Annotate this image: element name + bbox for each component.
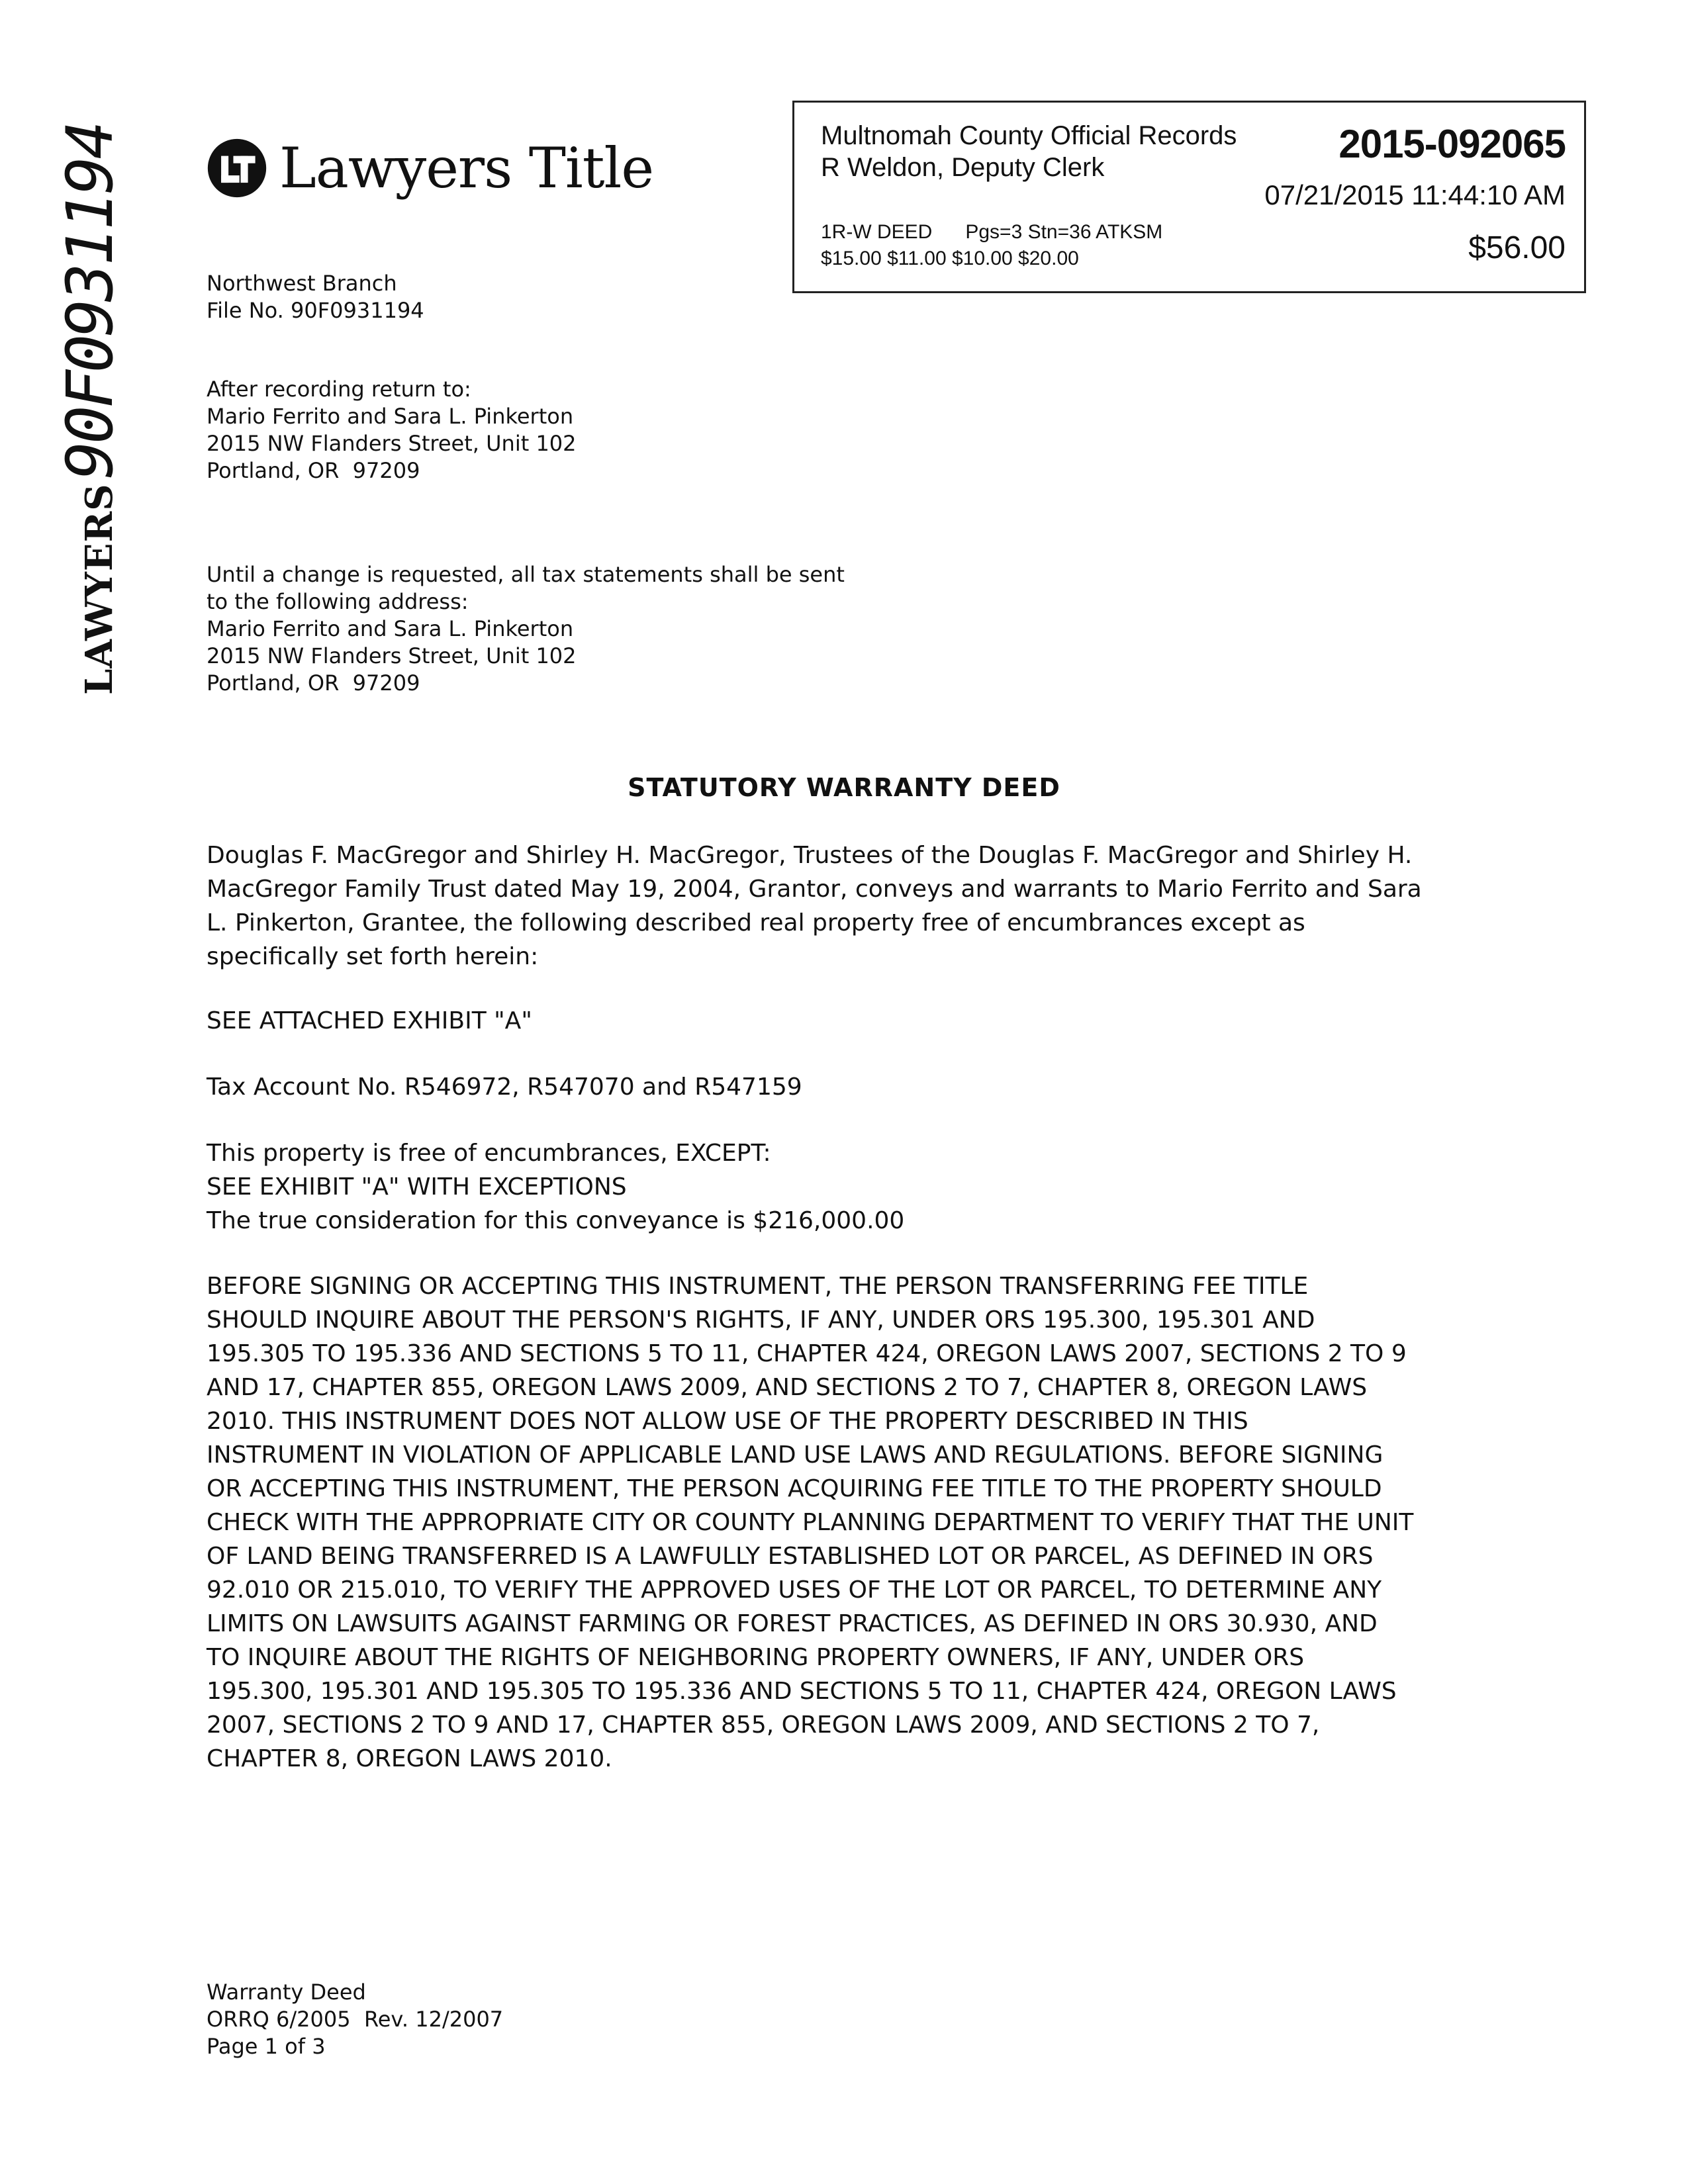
recording-details: 1R-W DEED Pgs=3 Stn=36 ATKSM $15.00 $11.00 $10.00 $20.00 (821, 221, 1163, 269)
logo-text: Lawyers Title (279, 136, 654, 201)
grantor-paragraph: Douglas F. MacGregor and Shirley H. MacGregor, Trustees of the Douglas F. MacGregor and Shirley H. MacGregor Family Trust dated May 19, 2004, Grantor, conveys and warrants to Mario Ferrito and Sara L. Pinkerton, Grantee, the following described real property free of encumbrances except as specifically set forth herein: (207, 842, 1422, 970)
recording-timestamp: 07/21/2015 11:44:10 AM (1264, 179, 1566, 210)
recording-office: Multnomah County Official Records R Weldon, Deputy Clerk (821, 121, 1237, 182)
statutory-notice: BEFORE SIGNING OR ACCEPTING THIS INSTRUMENT, THE PERSON TRANSFERRING FEE TITLE SHOULD INQUIRE ABOUT THE PERSON'S RIGHTS, IF ANY, UNDER ORS 195.300, 195.301 AND 195.305 TO 195.336 AND SECTIONS 5 TO 11, CHAPTER 424, OREGON LAWS 2007, SECTIONS 2 TO 9 AND 17, CHAPTER 855, OREGON LAWS 2009, AND SECTIONS 2 TO 7, CHAPTER 8, OREGON LAWS 2010. THIS INSTRUMENT DOES NOT ALLOW USE OF THE PROPERTY DESCRIBED IN THIS INSTRUMENT IN VIOLATION OF APPLICABLE LAND USE LAWS AND REGULATIONS. BEFORE SIGNING OR ACCEPTING THIS INSTRUMENT, THE PERSON ACQUIRING FEE TITLE TO THE PROPERTY SHOULD CHECK WITH THE APPROPRIATE CITY OR COUNTY PLANNING DEPARTMENT TO VERIFY THAT THE UNIT OF LAND BEING TRANSFERRED IS A LAWFULLY ESTABLISHED LOT OR PARCEL, AS DEFINED IN ORS 92.010 OR 215.010, TO VERIFY THE APPROVED USES OF THE LOT OR PARCEL, TO DETERMINE ANY LIMITS ON LAWSUITS AGAINST FARMING OR FOREST PRACTICES, AS DEFINED IN ORS 30.930, AND TO INQUIRE ABOUT THE RIGHTS OF NEIGHBORING PROPERTY OWNERS, IF ANY, UNDER ORS 195.300, 195.301 AND 195.305 TO 195.336 AND SECTIONS 5 TO 11, CHAPTER 424, OREGON LAWS 2007, SECTIONS 2 TO 9 AND 17, CHAPTER 855, OREGON LAWS 2009, AND SECTIONS 2 TO 7, CHAPTER 8, OREGON LAWS 2010. (207, 1273, 1414, 1772)
recording-total-fee: $56.00 (1468, 230, 1566, 265)
form-footer: Warranty Deed ORRQ 6/2005 Rev. 12/2007 Page 1 of 3 (207, 1979, 504, 2059)
tax-statement-address: Until a change is requested, all tax statements shall be sent to the following address: Mario Ferrito and Sara L. Pinkerton 2015 NW Flanders Street, Unit 102 Portland, OR 97209 (207, 562, 845, 696)
side-annotation (53, 123, 127, 695)
tax-account-numbers: Tax Account No. R546972, R547070 and R547159 (207, 1073, 802, 1101)
encumbrance-statement: This property is free of encumbrances, EXCEPT: SEE EXHIBIT "A" WITH EXCEPTIONS The true consideration for this conveyance is $216,000.00 (207, 1140, 905, 1234)
lawyers-stamp: LAWYERS (77, 483, 121, 695)
lawyers-title-logo-icon (207, 138, 267, 199)
branch-info: Northwest Branch File No. 90F0931194 (207, 271, 424, 323)
handwritten-file-number: 90F0931194 (53, 123, 127, 480)
document-number: 2015-092065 (1338, 122, 1566, 166)
document-title: STATUTORY WARRANTY DEED (628, 773, 1060, 802)
exhibit-reference: SEE ATTACHED EXHIBIT "A" (207, 1007, 532, 1034)
company-logo (207, 136, 653, 201)
recording-stamp (792, 101, 1586, 293)
return-address: After recording return to: Mario Ferrito and Sara L. Pinkerton 2015 NW Flanders Street, Unit 102 Portland, OR 97209 (207, 377, 577, 483)
